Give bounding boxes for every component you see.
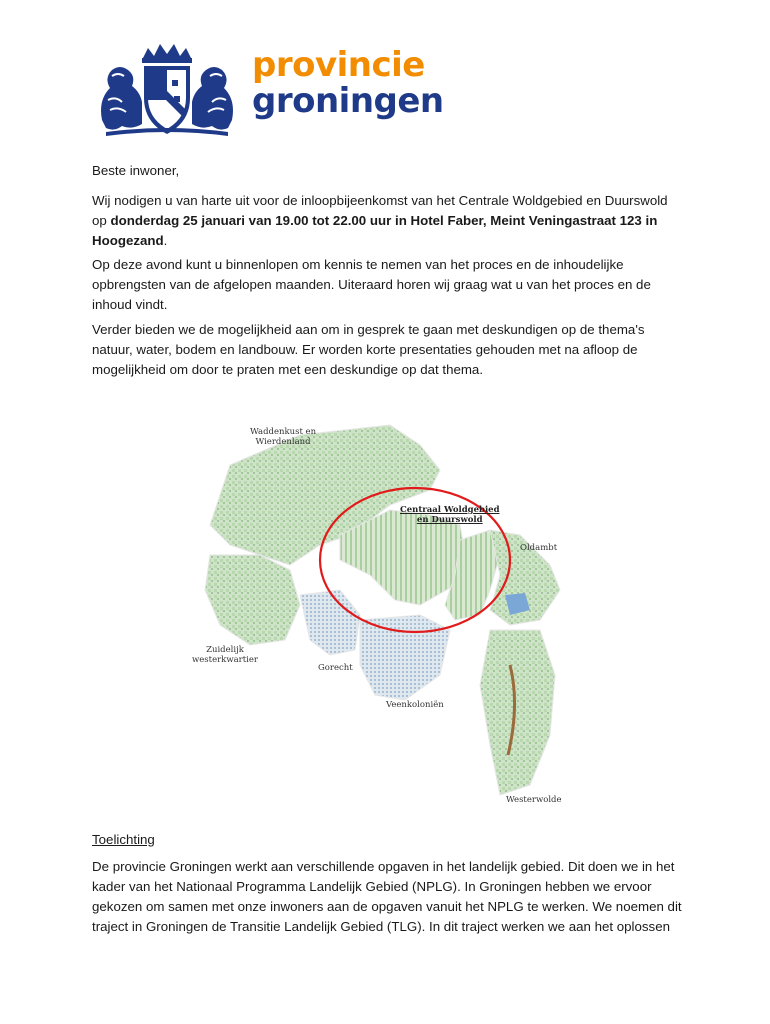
map-label-veenkolonien: Veenkoloniën	[386, 700, 444, 710]
paragraph-experts: Verder bieden we de mogelijkheid aan om in gesprek te gaan met deskundigen op de thema's natuur, water, bodem en landbouw. Er worden korte presentaties gehouden met na afloop de mogelijkheid om door te praten met een deskundige op dat thema.	[92, 322, 645, 377]
salutation: Beste inwoner,	[92, 163, 180, 178]
invitation-end: .	[163, 233, 168, 248]
invitation-text: Wij nodigen u van harte uit voor de inloopbijeenkomst van het Centrale Woldgebied en Duurswold op	[92, 193, 668, 228]
coat-of-arms-icon	[92, 40, 242, 140]
brand-wordmark	[252, 45, 444, 121]
brand-line-groningen: groningen	[252, 81, 444, 121]
map-label-centraal: Centraal Woldgebied en Duurswold	[400, 505, 500, 525]
map-label-westerwolde: Westerwolde	[506, 795, 562, 805]
paragraph-invitation	[92, 191, 682, 251]
map-label-gorecht: Gorecht	[318, 663, 353, 673]
map-label-oldambt: Oldambt	[520, 543, 558, 553]
invitation-date-location: donderdag 25 januari van 19.00 tot 22.00 uur in Hotel Faber, Meint Veningastraat 123 in Hoogezand	[92, 213, 658, 248]
brand-line-provincie: provincie	[252, 45, 425, 85]
provincie-groningen-logo	[92, 40, 444, 140]
region-map	[190, 415, 570, 810]
region-map-image	[190, 415, 570, 810]
heading-toelichting: Toelichting	[92, 832, 155, 847]
map-label-waddenkust: Waddenkust en Wierdenland	[250, 427, 317, 447]
paragraph-evening: Op deze avond kunt u binnenlopen om kennis te nemen van het proces en de inhoudelijke opbrengsten van de afgelopen maanden. Uiteraard horen wij graag wat u van het proces en de inhoud vindt.	[92, 257, 651, 312]
paragraph-toelichting: De provincie Groningen werkt aan verschillende opgaven in het landelijk gebied. Dit doen we in het kader van het Nationaal Programma Landelijk Gebied (NPLG). In Groningen hebben we ervoor gekozen om samen met onze inwoners aan de opgaven vanuit het NPLG te werken. We noemen dit traject in Groningen de Transitie Landelijk Gebied (TLG). In dit traject werken we aan het oplossen	[92, 859, 682, 934]
map-label-zuidelijk: Zuidelijk westerkwartier	[192, 645, 258, 665]
